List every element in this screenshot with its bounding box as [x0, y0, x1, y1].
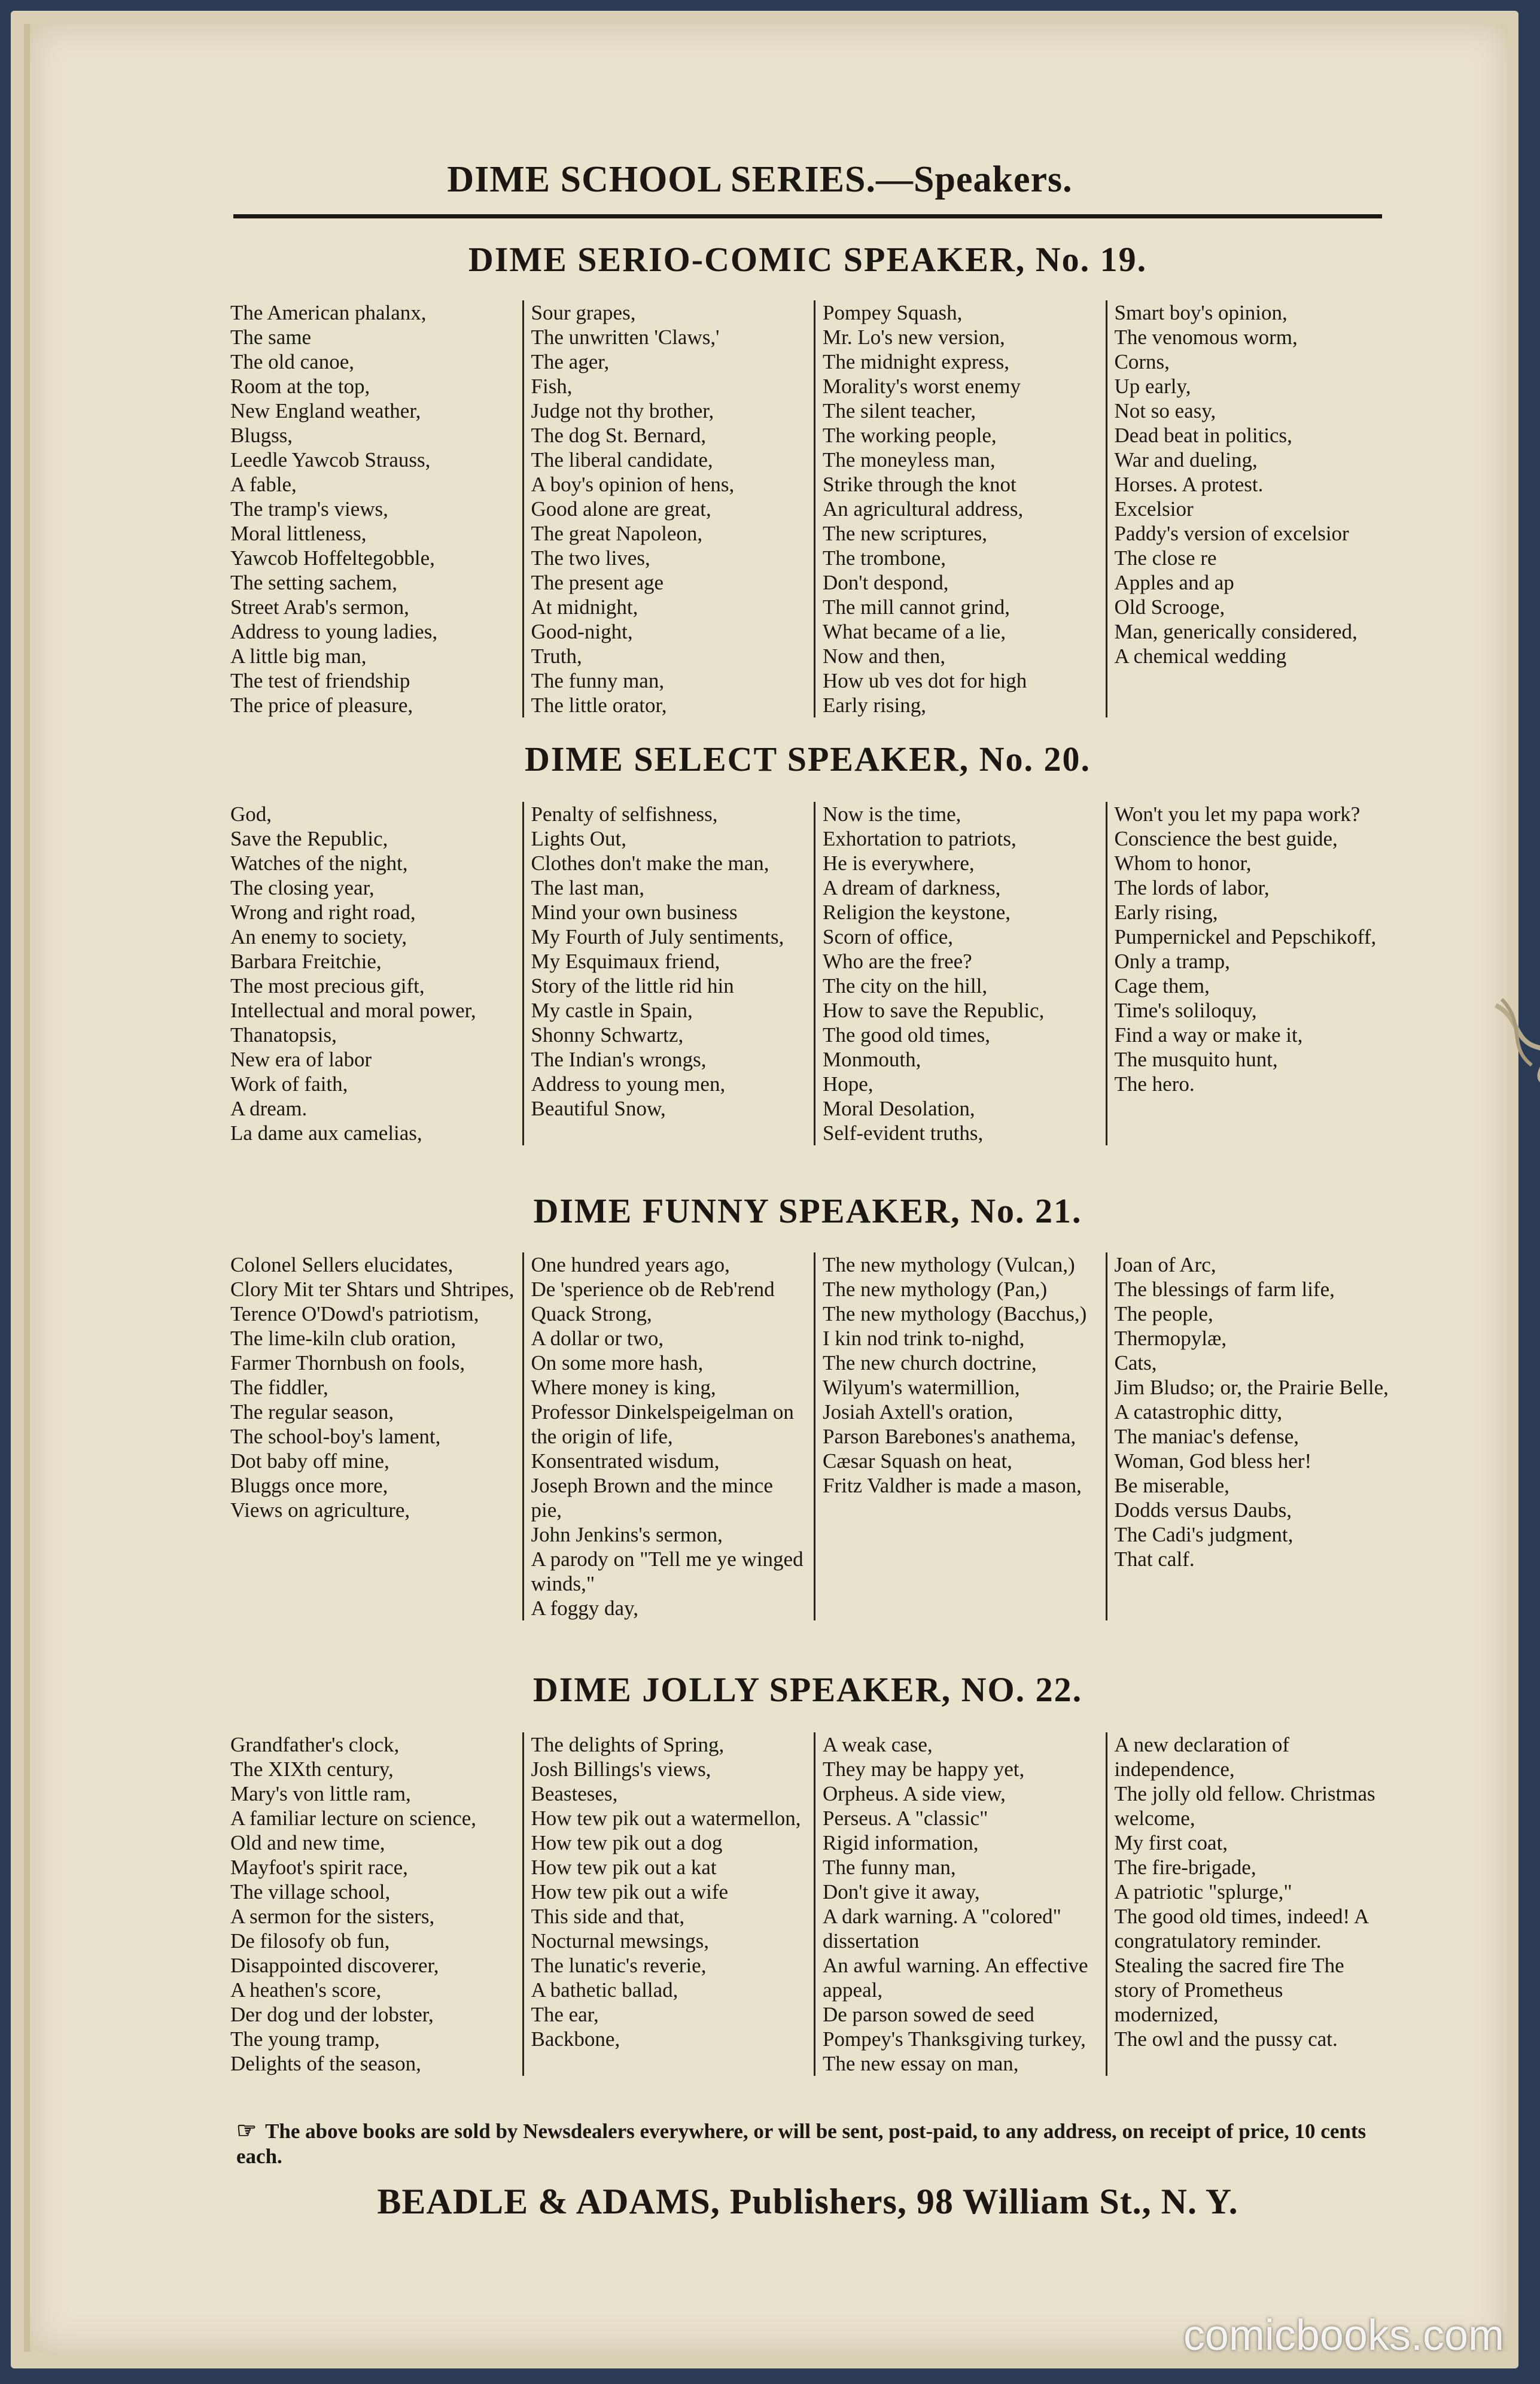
column: Joan of Arc, The blessings of farm life, The people, Thermopylæ, Cats, Jim Bludso; or, the Prairie Belle, A catastrophic ditty, The maniac's defense, Woman, God bless her! Be miserable, Dodds versus Daubs, The Cadi's judgment, That calf.: [1106, 1252, 1398, 1620]
column: A weak case, They may be happy yet, Orpheus. A side view, Perseus. A "classic" Rigid information, The funny man, Don't give it away, A dark warning. A "colored" dissertation An awful warning. An effective appeal, De parson sowed de seed Pompey's Thanksgiving turkey, The new essay on man,: [814, 1732, 1106, 2076]
section-title-20: DIME SELECT SPEAKER, No. 20.: [524, 740, 1091, 779]
running-header: DIME SCHOOL SERIES.—Speakers.: [447, 159, 1073, 200]
column: Pompey Squash, Mr. Lo's new version, The midnight express, Morality's worst enemy The silent teacher, The working people, The moneyless man, Strike through the knot An agricultural address, The new scriptures, The trombone, Don't despond, The mill cannot grind, What became of a lie, Now and then, How ub ves dot for high Early rising,: [814, 300, 1106, 717]
pointing-hand-icon: ☞: [236, 2118, 257, 2143]
footer-note-text: The above books are sold by Newsdealers everywhere, or will be sent, post-paid, to any address, on receipt of price, 10 cents each.: [236, 2120, 1366, 2168]
publisher-imprint: BEADLE & ADAMS, Publishers, 98 William St., N. Y.: [377, 2182, 1238, 2221]
column: The delights of Spring, Josh Billings's views, Beasteses, How tew pik out a watermellon, How tew pik out a dog How tew pik out a kat How tew pik out a wife This side and that, Nocturnal mewsings, The lunatic's reverie, A bathetic ballad, The ear, Backbone,: [522, 1732, 814, 2076]
page: [24, 24, 1508, 2352]
column: One hundred years ago, De 'sperience ob de Reb'rend Quack Strong, A dollar or two, On some more hash, Where money is king, Professor Dinkelspeigelman on the origin of life, Konsentrated wisdum, Joseph Brown and the mince pie, John Jenkins's sermon, A parody on "Tell me ye winged winds," A foggy day,: [522, 1252, 814, 1620]
column: Sour grapes, The unwritten 'Claws,' The ager, Fish, Judge not thy brother, The dog St. Bernard, The liberal candidate, A boy's opinion of hens, Good alone are great, The great Napoleon, The two lives, The present age At midnight, Good-night, Truth, The funny man, The little orator,: [522, 300, 814, 717]
section-22-columns: [230, 1732, 1397, 2076]
section-title-22: DIME JOLLY SPEAKER, NO. 22.: [532, 1670, 1083, 1709]
column: The new mythology (Vulcan,) The new mythology (Pan,) The new mythology (Bacchus,) I kin nod trink to-nighd, The new church doctrine, Wilyum's watermillion, Josiah Axtell's oration, Parson Barebones's anathema, Cæsar Squash on heat, Fritz Valdher is made a mason,: [814, 1252, 1106, 1620]
footer-note: [236, 2118, 1397, 2169]
column: God, Save the Republic, Watches of the night, The closing year, Wrong and right road, An enemy to society, Barbara Freitchie, The most precious gift, Intellectual and moral power, Thanatopsis, New era of labor Work of faith, A dream. La dame aux camelias,: [230, 802, 476, 1145]
section-title-21: DIME FUNNY SPEAKER, No. 21.: [533, 1191, 1082, 1230]
section-20-columns: [230, 802, 1397, 1145]
column: Colonel Sellers elucidates, Clory Mit ter Shtars und Shtripes, Terence O'Dowd's patriotism, The lime-kiln club oration, Farmer Thornbush on fools, The fiddler, The regular season, The school-boy's lament, Dot baby off mine, Bluggs once more, Views on agriculture,: [230, 1253, 515, 1522]
column: A new declaration of independence, The jolly old fellow. Christmas welcome, My first coat, The fire-brigade, A patriotic "splurge," The good old times, indeed! A congratulatory reminder. Stealing the sacred fire The story of Prometheus modernized, The owl and the pussy cat.: [1106, 1732, 1398, 2076]
column: Smart boy's opinion, The venomous worm, Corns, Up early, Not so easy, Dead beat in politics, War and dueling, Horses. A protest. Excelsior Paddy's version of excelsior The close re Apples and ap Old Scrooge, Man, generically considered, A chemical wedding: [1106, 300, 1398, 717]
section-21-columns: [230, 1252, 1397, 1620]
column: Now is the time, Exhortation to patriots, He is everywhere, A dream of darkness, Religion the keystone, Scorn of office, Who are the free? The city on the hill, How to save the Republic, The good old times, Monmouth, Hope, Moral Desolation, Self-evident truths,: [814, 802, 1106, 1145]
header-rule: [233, 214, 1382, 218]
section-title-19: DIME SERIO-COMIC SPEAKER, No. 19.: [468, 240, 1148, 279]
watermark: comicbooks.com: [1183, 2312, 1504, 2359]
column: Penalty of selfishness, Lights Out, Clothes don't make the man, The last man, Mind your own business My Fourth of July sentiments, My Esquimaux friend, Story of the little rid hin My castle in Spain, Shonny Schwartz, The Indian's wrongs, Address to young men, Beautiful Snow,: [522, 802, 814, 1145]
binding-thread-icon: [1490, 993, 1540, 1089]
section-19-columns: [230, 300, 1397, 717]
column: Grandfather's clock, The XIXth century, Mary's von little ram, A familiar lecture on science, Old and new time, Mayfoot's spirit race, The village school, A sermon for the sisters, De filosofy ob fun, Disappointed discoverer, A heathen's score, Der dog und der lobster, The young tramp, Delights of the season,: [230, 1733, 477, 2075]
column: The American phalanx, The same The old canoe, Room at the top, New England weather, Blugss, Leedle Yawcob Strauss, A fable, The tramp's views, Moral littleness, Yawcob Hoffeltegobble, The setting sachem, Street Arab's sermon, Address to young ladies, A little big man, The test of friendship The price of pleasure,: [230, 301, 438, 717]
column: Won't you let my papa work? Conscience the best guide, Whom to honor, The lords of labor, Early rising, Pumpernickel and Pepschikoff, Only a tramp, Cage them, Time's soliloquy, Find a way or make it, The musquito hunt, The hero.: [1106, 802, 1398, 1145]
